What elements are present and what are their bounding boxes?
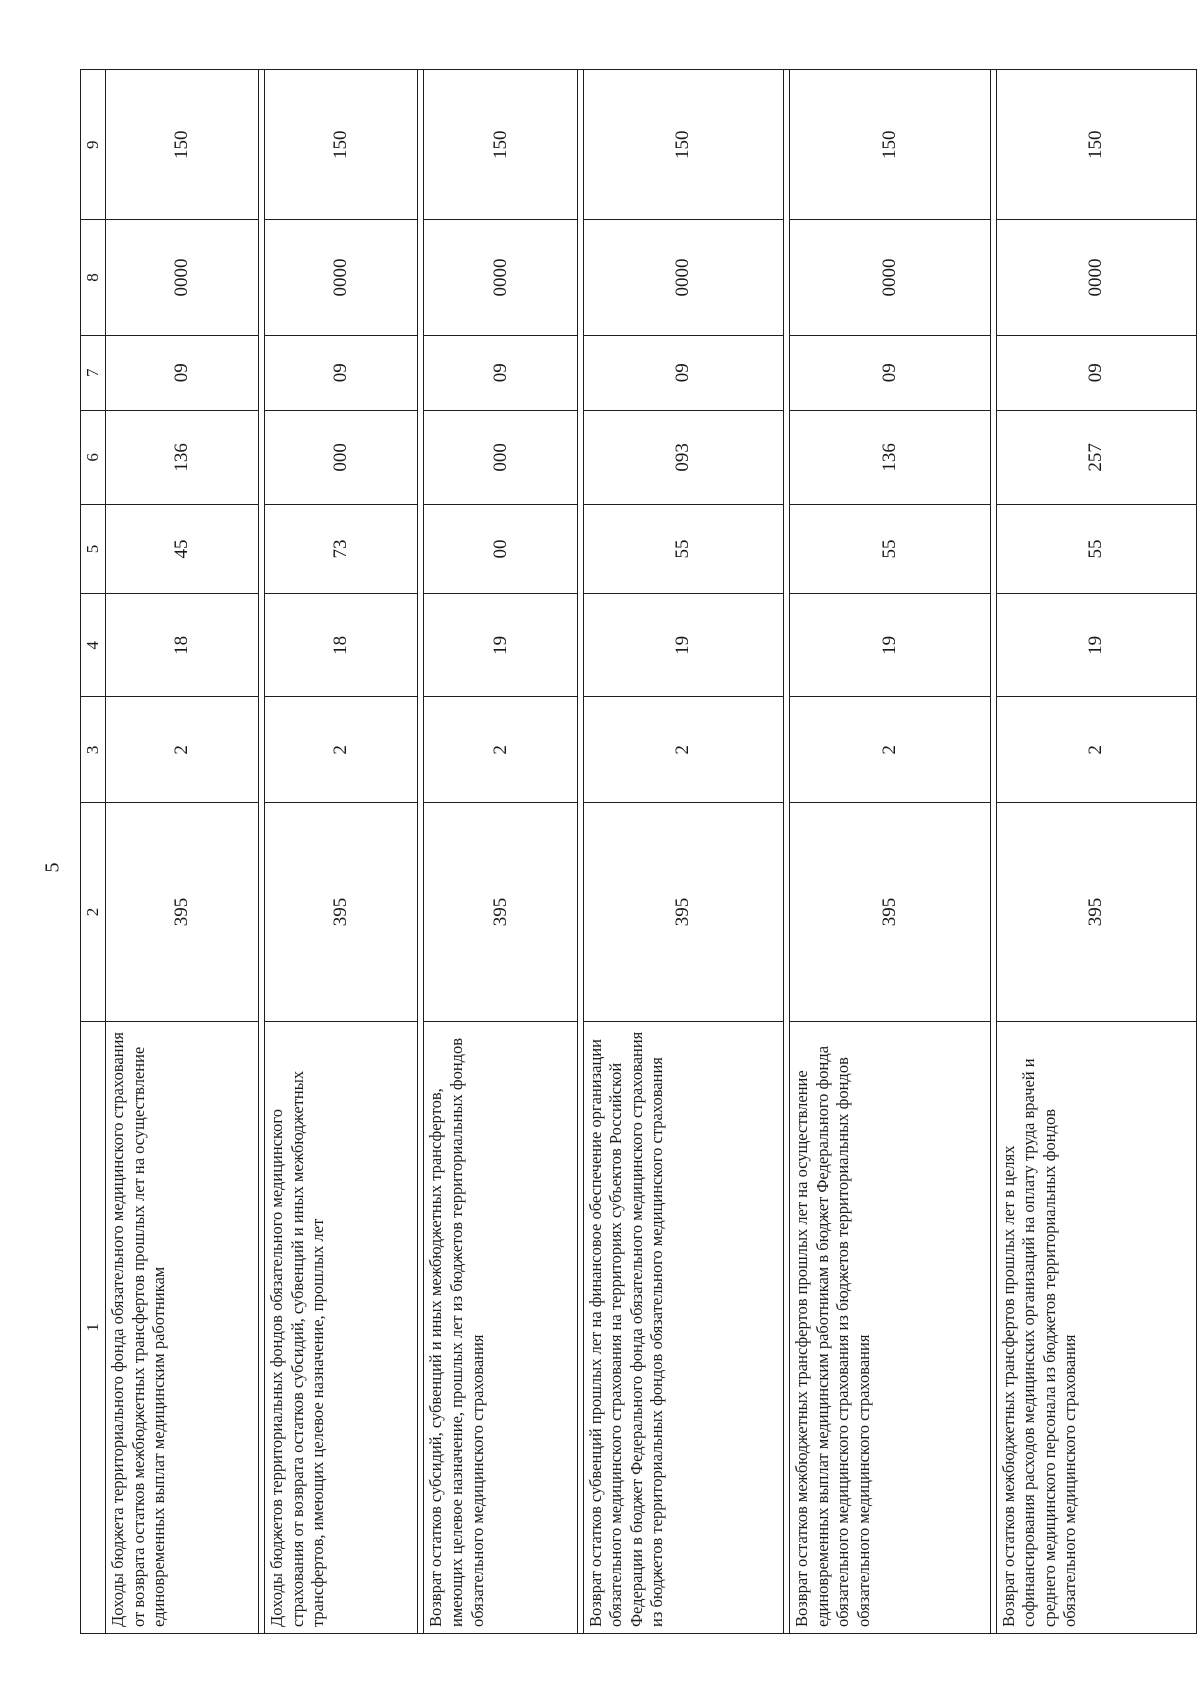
code-cell: 19	[424, 594, 577, 697]
code-cell: 150	[790, 70, 990, 220]
code-cell: 150	[583, 70, 783, 220]
code-cell: 2	[996, 697, 1196, 803]
code-cell: 395	[424, 803, 577, 1022]
code-cell: 19	[996, 594, 1196, 697]
code-cell: 2	[790, 697, 990, 803]
code-cell: 2	[583, 697, 783, 803]
code-cell: 19	[583, 594, 783, 697]
code-cell: 395	[106, 803, 259, 1022]
code-cell: 09	[996, 335, 1196, 410]
code-cell: 0000	[106, 220, 259, 335]
code-cell: 395	[790, 803, 990, 1022]
code-cell: 0000	[424, 220, 577, 335]
code-cell: 0000	[790, 220, 990, 335]
code-cell: 55	[790, 504, 990, 593]
code-cell: 2	[424, 697, 577, 803]
code-cell: 55	[996, 504, 1196, 593]
code-cell: 0000	[583, 220, 783, 335]
code-cell: 19	[790, 594, 990, 697]
code-cell: 150	[996, 70, 1196, 220]
row-description: Возврат остатков субвенций прошлых лет на финансовое обеспечение организации обязательного медицинского страхования на территориях субъектов Российской Федерации в бюджет Федерального фонда обязательного медицинского страхования из бюджетов территориальных фондов обязательного медицинского страхования	[583, 1021, 783, 1633]
code-cell: 0000	[996, 220, 1196, 335]
code-cell: 09	[106, 335, 259, 410]
code-cell: 395	[583, 803, 783, 1022]
code-cell: 150	[106, 70, 259, 220]
code-cell: 09	[790, 335, 990, 410]
header-cell: 1	[81, 1021, 106, 1633]
page-number: 5	[41, 862, 64, 873]
row-description: Доходы бюджета территориального фонда обязательного медицинского страхования от возврата остатков межбюджетных трансфертов прошлых лет на осуществление единовременных выплат медицинским работникам	[106, 1021, 259, 1633]
code-cell: 0000	[265, 220, 418, 335]
header-cell: 6	[81, 410, 106, 504]
code-cell: 00	[424, 504, 577, 593]
code-cell: 2	[265, 697, 418, 803]
code-cell: 73	[265, 504, 418, 593]
code-cell: 257	[996, 410, 1196, 504]
header-cell: 3	[81, 697, 106, 803]
table-row	[424, 70, 577, 1634]
code-cell: 395	[996, 803, 1196, 1022]
code-cell: 150	[265, 70, 418, 220]
table-row	[265, 70, 418, 1634]
code-cell: 18	[106, 594, 259, 697]
code-cell: 45	[106, 504, 259, 593]
table-row	[106, 70, 259, 1634]
header-cell: 9	[81, 70, 106, 220]
header-cell: 4	[81, 594, 106, 697]
code-cell: 000	[424, 410, 577, 504]
code-cell: 09	[265, 335, 418, 410]
code-cell: 55	[583, 504, 783, 593]
code-cell: 18	[265, 594, 418, 697]
rotated-table-wrapper	[80, 69, 1197, 1634]
header-row	[81, 70, 106, 1634]
row-description: Возврат остатков межбюджетных трансфертов прошлых лет в целях софинансирования расходов медицинских организаций на оплату труда врачей и среднего медицинского персонала из бюджетов территориальных фондов обязательного медицинского страхования	[996, 1021, 1196, 1633]
code-cell: 2	[106, 697, 259, 803]
code-cell: 136	[106, 410, 259, 504]
header-cell: 8	[81, 220, 106, 335]
header-cell: 7	[81, 335, 106, 410]
code-cell: 09	[583, 335, 783, 410]
table-row	[790, 70, 990, 1634]
table-row	[996, 70, 1196, 1634]
row-description: Возврат остатков межбюджетных трансфертов прошлых лет на осуществление единовременных выплат медицинским работникам в бюджет Федерального фонда обязательного медицинского страхования из бюджетов территориальных фондов обязательного медицинского страхования	[790, 1021, 990, 1633]
row-description: Доходы бюджетов территориальных фондов обязательного медицинского страхования от возврата остатков субсидий, субвенций и иных межбюджетных трансфертов, имеющих целевое назначение, прошлых лет	[265, 1021, 418, 1633]
code-cell: 136	[790, 410, 990, 504]
table-row	[583, 70, 783, 1634]
row-description: Возврат остатков субсидий, субвенций и иных межбюджетных трансфертов, имеющих целевое назначение, прошлых лет из бюджетов территориальных фондов обязательного медицинского страхования	[424, 1021, 577, 1633]
code-cell: 093	[583, 410, 783, 504]
code-cell: 150	[424, 70, 577, 220]
code-cell: 09	[424, 335, 577, 410]
budget-codes-table	[80, 69, 1197, 1634]
code-cell: 395	[265, 803, 418, 1022]
header-cell: 5	[81, 504, 106, 593]
code-cell: 000	[265, 410, 418, 504]
header-cell: 2	[81, 803, 106, 1022]
